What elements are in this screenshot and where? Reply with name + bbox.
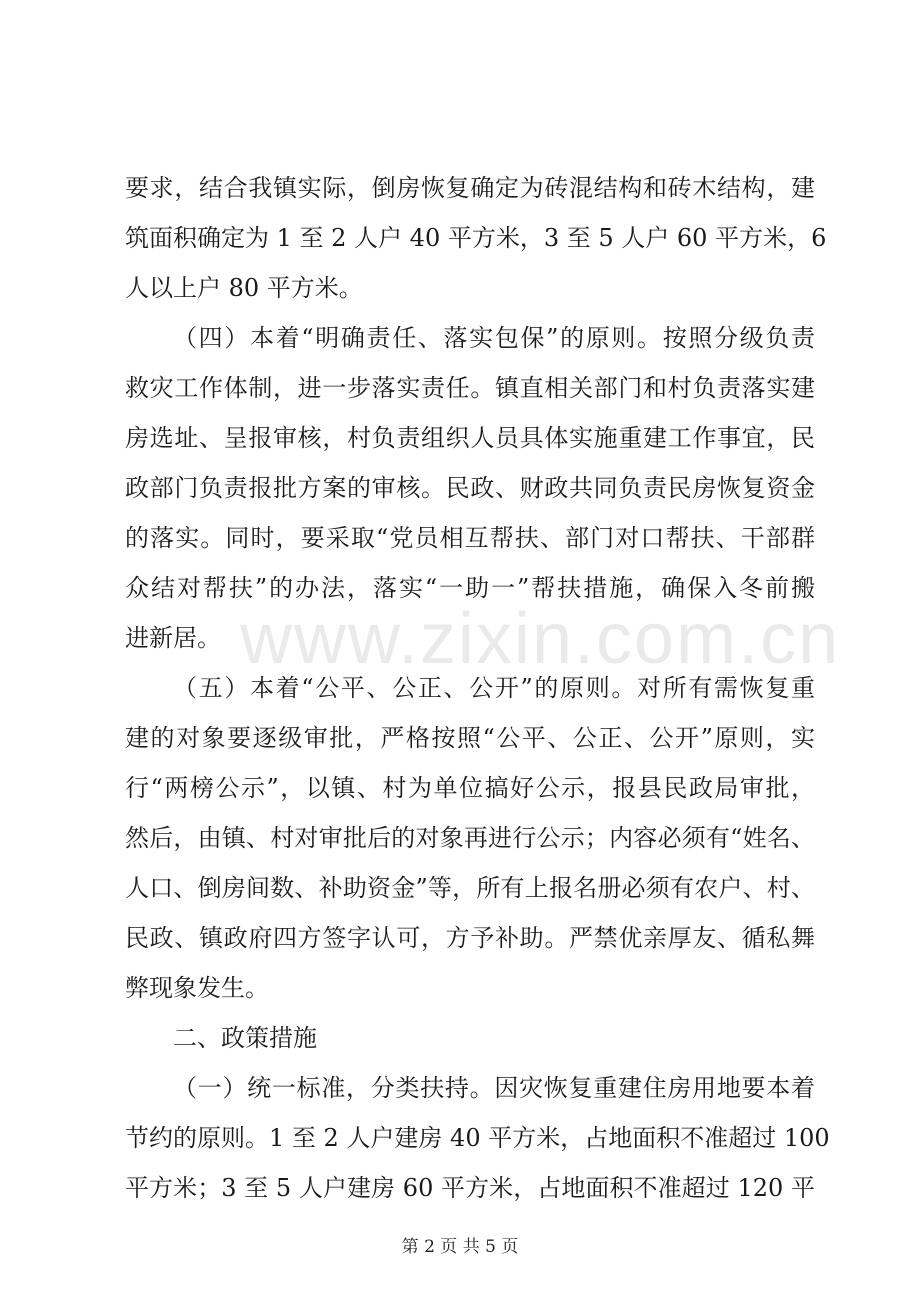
- body-line: 民政、镇政府四方签字认可，方予补助。严禁优亲厚友、循私舞: [125, 924, 815, 952]
- page-number-footer: 第 2 页 共 5 页: [401, 1237, 519, 1257]
- paragraph-start-line: （一）统一标准，分类扶持。因灾恢复重建住房用地要本着: [173, 1074, 815, 1102]
- body-line: 众结对帮扶”的办法，落实“一助一”帮扶措施，确保入冬前搬: [125, 574, 815, 602]
- body-line: 平方米；3 至 5 人户建房 60 平方米，占地面积不准超过 120 平: [125, 1174, 815, 1202]
- body-line: 的落实。同时，要采取“党员相互帮扶、部门对口帮扶、干部群: [125, 524, 815, 552]
- body-line: 弊现象发生。: [125, 974, 269, 1002]
- body-line: 节约的原则。1 至 2 人户建房 40 平方米，占地面积不准超过 100: [125, 1124, 830, 1152]
- body-line: 然后，由镇、村对审批后的对象再进行公示；内容必须有“姓名、: [125, 824, 815, 852]
- body-line: 进新居。: [125, 624, 221, 652]
- body-line: 救灾工作体制，进一步落实责任。镇直相关部门和村负责落实建: [125, 374, 815, 402]
- section-heading: 二、政策措施: [173, 1024, 317, 1052]
- body-line: 政部门负责报批方案的审核。民政、财政共同负责民房恢复资金: [125, 474, 815, 502]
- paragraph-start-line: （五）本着“公平、公正、公开”的原则。对所有需恢复重: [173, 674, 815, 702]
- body-line: 人口、倒房间数、补助资金”等，所有上报名册必须有农户、村、: [125, 874, 815, 902]
- paragraph-start-line: （四）本着“明确责任、落实包保”的原则。按照分级负责: [173, 324, 815, 352]
- body-line: 房选址、呈报审核，村负责组织人员具体实施重建工作事宜，民: [125, 424, 815, 452]
- body-line: 建的对象要逐级审批，严格按照“公平、公正、公开”原则，实: [125, 724, 815, 752]
- body-line: 要求，结合我镇实际，倒房恢复确定为砖混结构和砖木结构，建: [125, 174, 815, 202]
- body-line: 行“两榜公示”，以镇、村为单位搞好公示，报县民政局审批，: [125, 774, 815, 802]
- body-line: 筑面积确定为 1 至 2 人户 40 平方米，3 至 5 人户 60 平方米，6: [125, 224, 827, 252]
- watermark: www.zixin.com.cn: [240, 599, 841, 679]
- body-line: 人以上户 80 平方米。: [125, 274, 363, 302]
